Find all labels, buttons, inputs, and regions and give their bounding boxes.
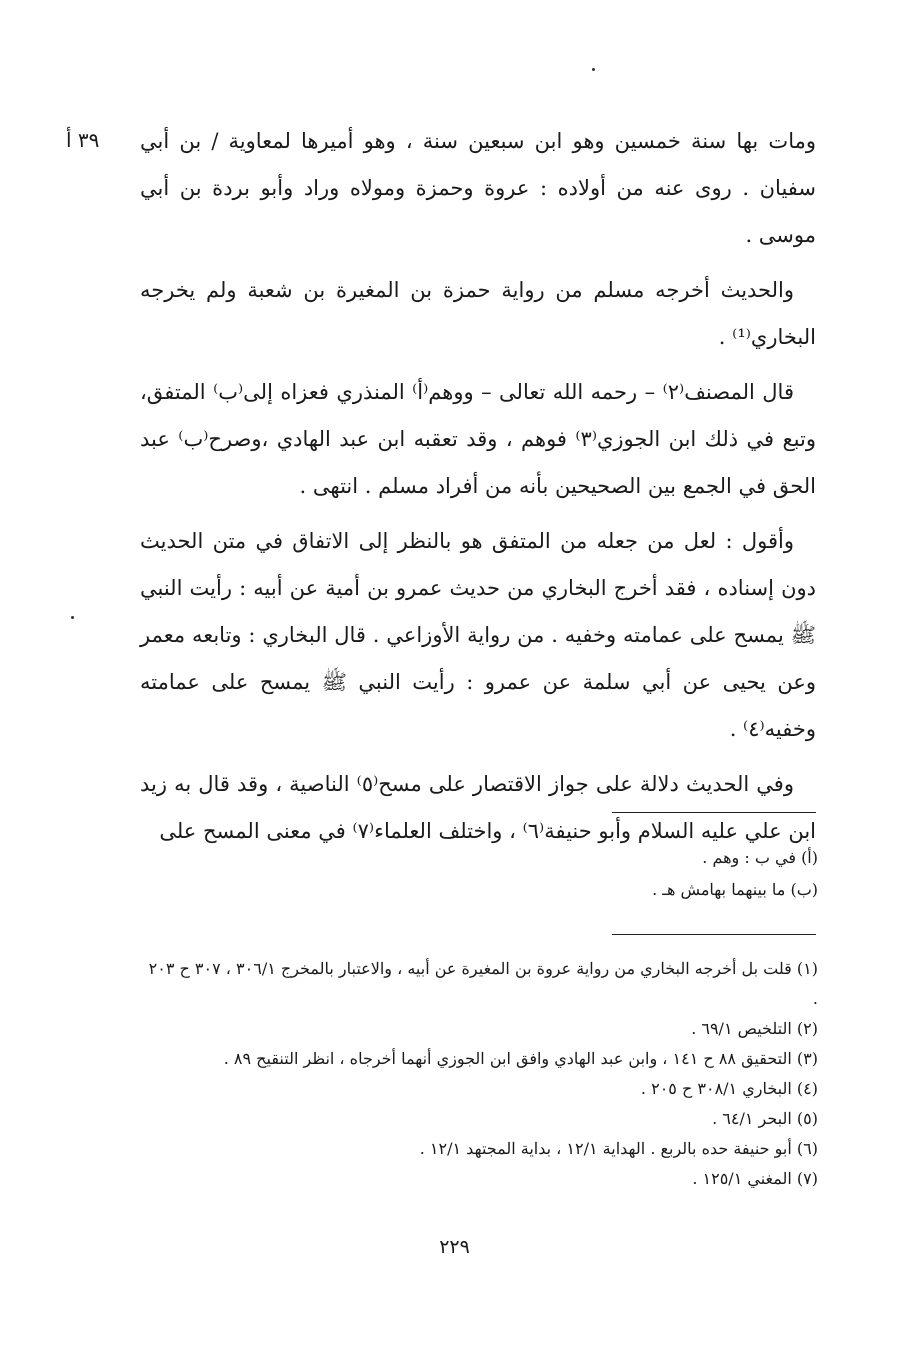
scan-speck [71, 616, 74, 619]
footnotes [140, 954, 818, 1194]
paragraph-1: ومات بها سنة خمسين وهو ابن سبعين سنة ، وهو أميرها لمعاوية / بن أبي سفيان . روى عنه من أولاده : عروة وحمزة ومولاه وراد وأبو بردة بن أبي موسى . [140, 129, 816, 247]
page-number: ٢٢٩ [439, 1236, 470, 1258]
footnote: (٤) البخاري ٣٠٨/١ ح ٢٠٥ . [640, 1079, 818, 1098]
scan-speck [592, 68, 595, 71]
footnote: (٧) المغني ١٢٥/١ . [692, 1169, 818, 1188]
variant-note: (أ) في ب : وهم . [702, 848, 818, 867]
folio-marker: ٣٩ أ [66, 128, 100, 152]
variant-notes-divider [612, 812, 816, 813]
paragraph-3: قال المصنف⁽٢⁾ – رحمه الله تعالى – ووهم⁽أ⁾ المنذري فعزاه إلى⁽ب⁾ المتفق، وتبع في ذلك ابن الجوزي⁽٣⁾ فوهم ، وقد تعقبه ابن عبد الهادي ،وصرح⁽ب⁾ عبد الحق في الجمع بين الصحيحين بأنه من أفراد مسلم . انتهى . [140, 380, 816, 498]
paragraph-5: وفي الحديث دلالة على جواز الاقتصار على مسح⁽٥⁾ الناصية ، وقد قال به زيد ابن علي عليه السلام وأبو حنيفة⁽٦⁾ ، واختلف العلماء⁽٧⁾ في معنى المسح على [140, 772, 816, 843]
footnotes-divider [612, 934, 816, 935]
main-text [140, 118, 816, 863]
footnote: (٣) التحقيق ٨٨ ح ١٤١ ، وابن عبد الهادي وافق ابن الجوزي أنهما أخرجاه ، انظر التنقيح ٨٩ . [223, 1049, 818, 1068]
variant-note: (ب) ما بينهما بهامش هـ . [652, 880, 818, 899]
footnote: (٥) البحر ٦٤/١ . [712, 1109, 818, 1128]
variant-notes [300, 842, 818, 906]
footnote: (٦) أبو حنيفة حده بالربع . الهداية ١٢/١ ، بداية المجتهد ١٢/١ . [419, 1139, 818, 1158]
paragraph-2: والحديث أخرجه مسلم من رواية حمزة بن المغيرة بن شعبة ولم يخرجه البخاري⁽¹⁾ . [140, 278, 816, 349]
paragraph-4: وأقول : لعل من جعله من المتفق هو بالنظر إلى الاتفاق في متن الحديث دون إسناده ، فقد أخرج البخاري من حديث عمرو بن أمية عن أبيه : رأيت النبي ﷺ يمسح على عمامته وخفيه . من رواية الأوزاعي . قال البخاري : وتابعه معمر وعن يحيى عن أبي سلمة عن عمرو : رأيت النبي ﷺ يمسح على عمامته وخفيه⁽٤⁾ . [140, 529, 816, 741]
footnote: (١) قلت بل أخرجه البخاري من رواية عروة بن المغيرة عن أبيه ، والاعتبار بالمخرج ٣٠٦/١ ، ٣٠٧ ح ٢٠٣ . [148, 959, 818, 1008]
footnote: (٢) التلخيص ٦٩/١ . [691, 1019, 818, 1038]
